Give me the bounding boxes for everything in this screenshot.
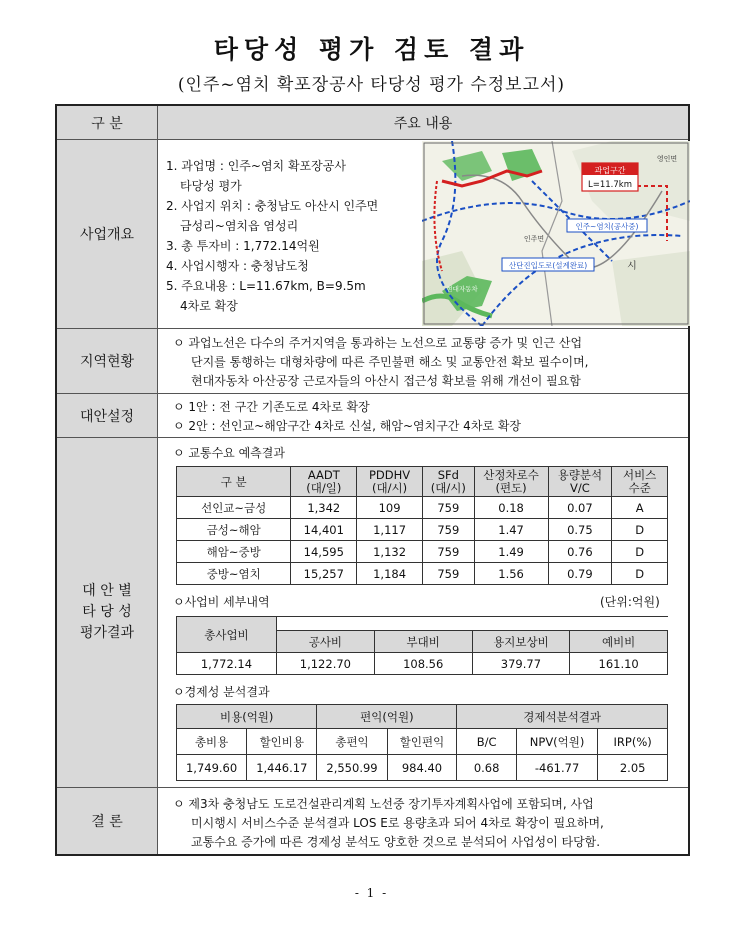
header-cell: 서비스 수준 (612, 467, 668, 497)
label-evaluation: 대 안 별 타 당 성 평가결과 (57, 438, 157, 787)
header-cell: 구 분 (177, 467, 291, 497)
header-cell: 용량분석 V/C (548, 467, 612, 497)
map-route-label: 과업구간 (594, 166, 626, 175)
label-conclusion: 결 론 (57, 788, 157, 854)
region-text: ㅇ 과업노선은 다수의 주거지역을 통과하는 노선으로 교통량 증가 및 인근 산업 단지를 통행하는 대형차량에 따른 주민불편 해소 및 교통안전 확보 필수이며, 현대자동차 아산공장 근로자들의 아산시 접근성 확보를 위해 개선이 필요함 (173, 336, 589, 388)
page-subtitle: (인주~염치 확포장공사 타당성 평가 수정보고서) (177, 75, 566, 95)
conclusion-text: ㅇ 제3차 충청남도 도로건설관리계획 노선중 장기투자계획사업에 포함되며, 사업 미시행시 서비스수준 분석결과 LOS E로 용량초과 되어 4차로 확장이 필요하며, 교통수요 증가에 따른 경제성 분석도 양호한 것으로 분석되어 사업성이 타당함. (173, 797, 604, 849)
cost-table (176, 616, 668, 675)
table-row: 1,772.14 1,122.70 108.56 379.77 161.10 (177, 653, 668, 675)
page-number: - 1 - (354, 886, 389, 900)
traffic-title: ㅇ 교통수요 예측결과 (173, 446, 285, 460)
header-content: 주요 내용 (158, 106, 688, 139)
label-alternatives: 대안설정 (57, 394, 157, 437)
economy-title: ㅇ경제성 분석결과 (173, 685, 270, 699)
route-map (422, 141, 690, 326)
map-si-label: 시 (627, 261, 637, 272)
overview-list: 1. 과업명 : 인주~염치 확포장공사 타당성 평가 2. 사업지 위치 : 충청남도 아산시 인주면 금성리~염치읍 염성리 3. 총 투자비 : 1,772.14억원 4. 사업시행자 : 충청남도청 5. 주요내용 : L=11.67km, B=9.5m 4차로 확장 (166, 159, 379, 313)
table-header-row (177, 467, 668, 497)
table-header-row: 공사비 부대비 용지보상비 예비비 (177, 631, 668, 653)
table-header-row: 총비용 할인비용 총편익 할인편익 B/C NPV(억원) IRP(%) (177, 729, 668, 755)
header-category: 구 분 (57, 106, 157, 139)
review-table (55, 104, 690, 856)
page-title: 타당성 평가 검토 결과 (213, 35, 530, 64)
map-place-injumyeon: 인주면 (523, 235, 545, 243)
table-row: 해암~중방 14,595 1,132 759 1.49 0.76 D (177, 541, 668, 563)
label-region: 지역현황 (57, 329, 157, 393)
map-length-label: L=11.7km (588, 180, 632, 190)
header-cell: AADT (대/일) (291, 467, 357, 497)
table-group-header-row: 비용(억원) 편익(억원) 경제석분석결과 (177, 705, 668, 729)
economy-table (176, 704, 668, 781)
header-cell: PDDHV (대/시) (357, 467, 423, 497)
traffic-table (176, 466, 668, 585)
header-cell: 산정차로수 (편도) (474, 467, 548, 497)
map-place-hyundai: 현대자동차 (446, 285, 478, 293)
cost-unit: (단위:억원) (600, 595, 660, 609)
cost-title: ㅇ사업비 세부내역 (173, 595, 270, 609)
table-row: 선인교~금성 1,342 109 759 0.18 0.07 A (177, 497, 668, 519)
column-divider (157, 106, 158, 854)
table-row: 1,749.60 1,446.17 2,550.99 984.40 0.68 -461.77 2.05 (177, 755, 668, 781)
table-row: 금성~해암 14,401 1,117 759 1.47 0.75 D (177, 519, 668, 541)
map-road1-label: 인주~염치(공사중) (575, 222, 639, 231)
map-road2-label: 산단진입도로(설계완료) (508, 261, 588, 270)
header-cell: SFd (대/시) (422, 467, 474, 497)
table-row: 중방~염치 15,257 1,184 759 1.56 0.79 D (177, 563, 668, 585)
header-cell: 총사업비 (177, 617, 277, 653)
alternatives-text: ㅇ 1안 : 전 구간 기존도로 4차로 확장 ㅇ 2안 : 선인교~해암구간 4차로 신설, 해암~염치구간 4차로 확장 (173, 400, 522, 433)
map-place-yeonginmyeon: 영인면 (656, 155, 678, 163)
label-overview: 사업개요 (57, 140, 157, 328)
